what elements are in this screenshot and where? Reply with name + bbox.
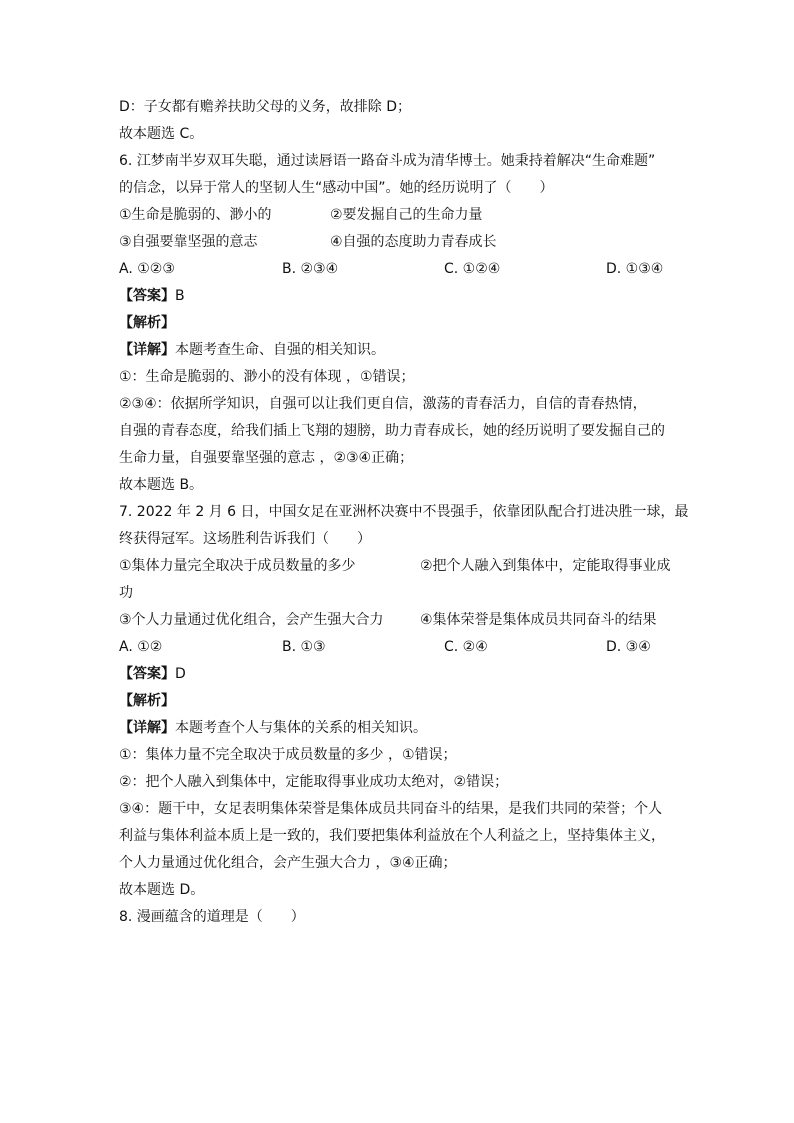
q6-answer-tag: 【答案】 (119, 288, 175, 304)
q7-statement-4: ④集体荣誉是集体成员共同奋斗的结果 (420, 612, 657, 628)
q7-analysis-line-2: ②：把个人融入到集体中，定能取得事业成功太绝对，②错误； (119, 774, 509, 790)
q6-analysis-tag: 【解析】 (119, 315, 175, 331)
q6-analysis-line-3: 自强的青春态度，给我们插上飞翔的翅膀，助力青春成长，她的经历说明了要发掘自己的 (119, 423, 665, 439)
q8-stem: 8. 漫画蕴含的道理是（ ） (119, 909, 305, 925)
q7-statement-2: ②把个人融入到集体中，定能取得事业成 (420, 558, 671, 574)
q7-option-c: C. ②④ (444, 639, 488, 655)
q7-answer (119, 664, 679, 684)
q7-stem-line-1: 7. 2022 年 2 月 6 日，中国女足在亚洲杯决赛中不畏强手，依靠团队配合打进决胜一球，最 (119, 504, 689, 520)
q6-detail-text: 本题考查生命、自强的相关知识。 (175, 342, 385, 358)
q7-analysis-tag: 【解析】 (119, 693, 175, 709)
q7-detail-tag: 【详解】 (119, 720, 175, 736)
q7-option-d: D. ③④ (606, 639, 651, 655)
q7-answer-tag: 【答案】 (119, 666, 175, 682)
q7-statement-2-wrap: 功 (119, 585, 133, 601)
q7-detail-text: 本题考查个人与集体的关系的相关知识。 (175, 720, 427, 736)
q6-conclusion: 故本题选 B。 (119, 477, 204, 493)
q7-analysis-line-4: 利益与集体利益本质上是一致的，我们要把集体利益放在个人利益之上，坚持集体主义， (119, 828, 665, 844)
q6-statement-4: ④自强的态度助力青春成长 (330, 234, 497, 250)
q7-option-b: B. ①③ (282, 639, 326, 655)
q6-statement-1: ①生命是脆弱的、渺小的 (119, 207, 272, 223)
q7-statement-3: ③个人力量通过优化组合，会产生强大合力 (119, 612, 384, 628)
q7-detail (119, 718, 679, 738)
q7-option-a: A. ①② (119, 639, 163, 655)
q6-option-b: B. ②③④ (282, 261, 339, 277)
q7-statement-1: ①集体力量完全取决于成员数量的多少 (119, 558, 356, 574)
q6-answer-value: B (175, 288, 185, 304)
q6-option-a: A. ①②③ (119, 261, 175, 277)
q6-option-c: C. ①②④ (444, 261, 501, 277)
q7-answer-value: D (175, 666, 186, 682)
q6-analysis-line-2: ②③④：依据所学知识，自强可以让我们更自信，激荡的青春活力，自信的青春热情， (119, 396, 647, 412)
prev-conclusion: 故本题选 C。 (119, 126, 204, 142)
q7-stem-line-2: 终获得冠军。这场胜利告诉我们（ ） (119, 531, 371, 547)
q7-conclusion: 故本题选 D。 (119, 882, 205, 898)
q6-statement-2: ②要发掘自己的生命力量 (330, 207, 483, 223)
q6-answer (119, 286, 679, 306)
q7-analysis-line-5: 个人力量通过优化组合，会产生强大合力 ，③④正确； (119, 855, 457, 871)
q6-stem-line-1: 6. 江梦南半岁双耳失聪，通过读唇语一路奋斗成为清华博士。她秉持着解决“生命难题” (119, 153, 656, 169)
prev-option-d-analysis: D：子女都有赡养扶助父母的义务，故排除 D； (119, 99, 412, 115)
q6-analysis-line-1: ①：生命是脆弱的、渺小的没有体现 ，①错误； (119, 369, 415, 385)
q7-analysis-line-3: ③④：题干中，女足表明集体荣誉是集体成员共同奋斗的结果，是我们共同的荣誉；个人 (119, 801, 663, 817)
q6-detail (119, 340, 679, 360)
q7-analysis-line-1: ①：集体力量不完全取决于成员数量的多少 ，①错误； (119, 747, 457, 763)
q6-option-d: D. ①③④ (606, 261, 664, 277)
q6-statement-3: ③自强要靠坚强的意志 (119, 234, 258, 250)
q6-detail-tag: 【详解】 (119, 342, 175, 358)
q6-stem-line-2: 的信念，以异于常人的坚韧人生“感动中国”。她的经历说明了（ ） (119, 180, 554, 196)
q6-analysis-line-4: 生命力量，自强要靠坚强的意志 ，②③④正确； (119, 450, 414, 466)
